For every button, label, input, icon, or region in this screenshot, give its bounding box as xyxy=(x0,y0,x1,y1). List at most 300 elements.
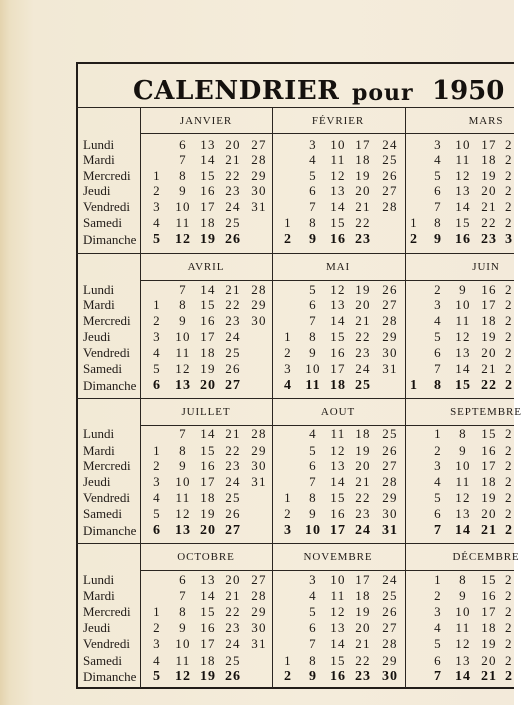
sunday-date: 10 xyxy=(305,523,321,538)
date-number: 8 xyxy=(179,297,187,312)
date-number: 21 xyxy=(355,313,371,328)
date-number: 29 xyxy=(382,490,398,505)
date-number: 15 xyxy=(330,329,346,344)
day-label: Vendredi xyxy=(83,490,130,505)
date-number: 1 xyxy=(153,443,161,458)
date-number: 4 xyxy=(434,474,442,489)
date-number: 2 xyxy=(505,636,513,651)
date-number: 6 xyxy=(434,183,442,198)
date-number: 11 xyxy=(330,152,346,167)
sunday-date: 22 xyxy=(481,378,497,393)
date-number: 28 xyxy=(382,474,398,489)
sunday-date: 21 xyxy=(481,669,497,684)
date-number: 6 xyxy=(434,653,442,668)
date-number: 20 xyxy=(481,345,497,360)
date-number: 13 xyxy=(200,137,216,152)
date-number: 7 xyxy=(309,636,317,651)
quarter-block xyxy=(76,107,514,253)
date-number: 9 xyxy=(179,183,187,198)
sunday-date: 9 xyxy=(309,669,317,684)
date-number: 8 xyxy=(434,215,442,230)
date-number: 12 xyxy=(455,636,471,651)
date-number: 9 xyxy=(459,443,467,458)
sunday-date: 26 xyxy=(225,669,241,684)
date-number: 20 xyxy=(481,506,497,521)
quarter-divider xyxy=(76,398,514,399)
date-number: 13 xyxy=(330,620,346,635)
date-number: 2 xyxy=(505,506,513,521)
date-number: 2 xyxy=(505,653,513,668)
date-number: 22 xyxy=(355,329,371,344)
date-number: 5 xyxy=(153,506,161,521)
date-number: 24 xyxy=(355,361,371,376)
date-number: 2 xyxy=(153,458,161,473)
date-number: 10 xyxy=(455,297,471,312)
date-number: 2 xyxy=(505,282,513,297)
date-number: 3 xyxy=(434,297,442,312)
date-number: 19 xyxy=(200,506,216,521)
date-number: 2 xyxy=(434,282,442,297)
date-number: 12 xyxy=(455,168,471,183)
day-label: Mardi xyxy=(83,443,115,458)
date-number: 5 xyxy=(309,604,317,619)
date-number: 2 xyxy=(284,506,292,521)
date-number: 2 xyxy=(153,183,161,198)
date-number: 25 xyxy=(225,653,241,668)
date-number: 2 xyxy=(505,361,513,376)
date-number: 3 xyxy=(153,199,161,214)
date-number: 5 xyxy=(309,282,317,297)
date-number: 7 xyxy=(179,152,187,167)
date-number: 15 xyxy=(481,572,497,587)
date-number: 26 xyxy=(382,168,398,183)
month-header: AVRIL xyxy=(187,261,225,273)
date-number: 8 xyxy=(309,215,317,230)
date-number: 10 xyxy=(175,636,191,651)
date-number: 10 xyxy=(455,137,471,152)
month-header: MAI xyxy=(325,261,351,273)
date-number: 21 xyxy=(481,199,497,214)
date-number: 2 xyxy=(153,313,161,328)
sunday-date: 19 xyxy=(200,232,216,247)
date-number: 21 xyxy=(481,361,497,376)
date-number: 16 xyxy=(200,458,216,473)
date-number: 28 xyxy=(251,588,267,603)
date-number: 3 xyxy=(153,329,161,344)
date-number: 22 xyxy=(225,443,241,458)
day-label: Jeudi xyxy=(83,329,111,344)
date-number: 28 xyxy=(382,199,398,214)
date-number: 14 xyxy=(330,313,346,328)
date-number: 19 xyxy=(355,443,371,458)
date-number: 28 xyxy=(382,313,398,328)
date-number: 21 xyxy=(355,636,371,651)
sunday-date: 13 xyxy=(175,523,191,538)
date-number: 12 xyxy=(330,282,346,297)
date-number: 23 xyxy=(355,506,371,521)
date-number: 27 xyxy=(382,458,398,473)
date-number: 6 xyxy=(179,137,187,152)
date-number: 2 xyxy=(505,620,513,635)
quarter-divider xyxy=(76,543,514,544)
quarter-divider xyxy=(76,253,514,254)
date-number: 25 xyxy=(225,345,241,360)
sunday-date: 19 xyxy=(200,669,216,684)
date-number: 11 xyxy=(455,313,471,328)
date-number: 1 xyxy=(434,572,442,587)
date-number: 24 xyxy=(382,572,398,587)
month-header: JUILLET xyxy=(181,406,231,418)
date-number: 11 xyxy=(330,426,346,441)
day-label: Mardi xyxy=(83,588,115,603)
date-number: 16 xyxy=(200,183,216,198)
date-number: 2 xyxy=(505,329,513,344)
date-number: 21 xyxy=(355,474,371,489)
date-number: 22 xyxy=(481,215,497,230)
date-number: 3 xyxy=(434,137,442,152)
sunday-date: 26 xyxy=(225,232,241,247)
date-number: 7 xyxy=(309,474,317,489)
date-number: 17 xyxy=(481,458,497,473)
date-number: 20 xyxy=(225,572,241,587)
date-number: 2 xyxy=(505,215,513,230)
date-number: 18 xyxy=(481,152,497,167)
sunday-date: 2 xyxy=(505,669,513,684)
date-number: 14 xyxy=(330,474,346,489)
date-number: 3 xyxy=(434,604,442,619)
date-number: 7 xyxy=(434,199,442,214)
sunday-date: 15 xyxy=(455,378,471,393)
month-header: SEPTEMBRE xyxy=(450,406,522,418)
date-number: 2 xyxy=(284,345,292,360)
date-number: 15 xyxy=(330,215,346,230)
date-number: 13 xyxy=(330,183,346,198)
date-number: 5 xyxy=(434,490,442,505)
date-number: 12 xyxy=(455,490,471,505)
day-label: Vendredi xyxy=(83,345,130,360)
date-number: 12 xyxy=(175,506,191,521)
day-label: Jeudi xyxy=(83,620,111,635)
date-number: 4 xyxy=(153,490,161,505)
date-number: 31 xyxy=(251,636,267,651)
month-header: AOUT xyxy=(320,406,356,418)
date-number: 7 xyxy=(309,199,317,214)
date-number: 9 xyxy=(179,458,187,473)
sunday-date: 1 xyxy=(410,378,418,393)
date-number: 9 xyxy=(459,588,467,603)
day-label: Lundi xyxy=(83,137,115,152)
title-connector: pour xyxy=(352,80,414,106)
date-number: 2 xyxy=(153,620,161,635)
date-number: 30 xyxy=(251,458,267,473)
sunday-date: 5 xyxy=(153,669,161,684)
date-number: 9 xyxy=(309,345,317,360)
date-number: 2 xyxy=(505,604,513,619)
day-label: Dimanche xyxy=(83,669,137,684)
date-number: 2 xyxy=(505,152,513,167)
sunday-date: 17 xyxy=(330,523,346,538)
date-number: 1 xyxy=(410,215,418,230)
date-number: 18 xyxy=(200,490,216,505)
date-number: 19 xyxy=(481,636,497,651)
date-number: 5 xyxy=(434,168,442,183)
date-number: 20 xyxy=(481,653,497,668)
day-label: Mercredi xyxy=(83,458,131,473)
date-number: 2 xyxy=(505,426,513,441)
quarter-divider xyxy=(76,107,514,108)
date-number: 27 xyxy=(382,297,398,312)
date-number: 30 xyxy=(382,345,398,360)
date-number: 17 xyxy=(481,137,497,152)
date-number: 16 xyxy=(481,443,497,458)
date-number: 13 xyxy=(330,458,346,473)
sunday-date: 27 xyxy=(225,523,241,538)
day-label: Dimanche xyxy=(83,523,137,538)
day-label: Mardi xyxy=(83,152,115,167)
date-number: 13 xyxy=(455,183,471,198)
title-year: 1950 xyxy=(432,76,505,106)
date-number: 23 xyxy=(225,620,241,635)
date-number: 1 xyxy=(284,215,292,230)
date-number: 14 xyxy=(330,199,346,214)
month-header: JUIN xyxy=(472,261,500,273)
date-number: 8 xyxy=(179,443,187,458)
sunday-date: 25 xyxy=(355,378,371,393)
month-header: OCTOBRE xyxy=(177,551,235,563)
sunday-date: 12 xyxy=(175,232,191,247)
date-number: 18 xyxy=(355,152,371,167)
date-number: 8 xyxy=(309,329,317,344)
date-number: 19 xyxy=(355,282,371,297)
month-header-divider xyxy=(140,570,514,571)
date-number: 22 xyxy=(355,215,371,230)
date-number: 28 xyxy=(251,152,267,167)
date-number: 16 xyxy=(200,620,216,635)
date-number: 18 xyxy=(355,588,371,603)
date-number: 2 xyxy=(505,490,513,505)
date-number: 29 xyxy=(251,168,267,183)
month-header: NOVEMBRE xyxy=(303,551,373,563)
date-number: 15 xyxy=(481,426,497,441)
date-number: 17 xyxy=(481,604,497,619)
date-number: 1 xyxy=(153,168,161,183)
date-number: 18 xyxy=(200,215,216,230)
date-number: 21 xyxy=(225,588,241,603)
date-number: 14 xyxy=(200,282,216,297)
date-number: 24 xyxy=(382,137,398,152)
date-number: 20 xyxy=(355,458,371,473)
date-number: 28 xyxy=(251,282,267,297)
date-number: 9 xyxy=(179,313,187,328)
month-header: MARS xyxy=(468,115,504,127)
date-number: 28 xyxy=(382,636,398,651)
date-number: 13 xyxy=(455,345,471,360)
date-number: 2 xyxy=(505,297,513,312)
date-number: 30 xyxy=(382,506,398,521)
date-number: 14 xyxy=(200,426,216,441)
date-number: 19 xyxy=(481,490,497,505)
sunday-date: 7 xyxy=(434,669,442,684)
date-number: 14 xyxy=(330,636,346,651)
sunday-date: 16 xyxy=(455,232,471,247)
date-number: 10 xyxy=(175,474,191,489)
date-number: 10 xyxy=(455,604,471,619)
date-number: 2 xyxy=(505,137,513,152)
sunday-date: 3 xyxy=(284,523,292,538)
day-label: Samedi xyxy=(83,506,122,521)
date-number: 2 xyxy=(505,572,513,587)
date-number: 4 xyxy=(153,215,161,230)
date-number: 16 xyxy=(481,588,497,603)
date-number: 16 xyxy=(481,282,497,297)
date-number: 12 xyxy=(455,329,471,344)
date-number: 6 xyxy=(309,297,317,312)
date-number: 9 xyxy=(459,282,467,297)
sunday-date: 2 xyxy=(284,669,292,684)
date-number: 11 xyxy=(330,588,346,603)
date-number: 2 xyxy=(434,588,442,603)
date-number: 2 xyxy=(505,199,513,214)
quarter-block xyxy=(76,398,522,543)
date-number: 8 xyxy=(179,604,187,619)
date-number: 19 xyxy=(481,329,497,344)
date-number: 25 xyxy=(382,152,398,167)
date-number: 3 xyxy=(153,474,161,489)
date-number: 17 xyxy=(200,199,216,214)
date-number: 22 xyxy=(225,168,241,183)
date-number: 12 xyxy=(330,443,346,458)
sunday-date: 6 xyxy=(153,523,161,538)
date-number: 31 xyxy=(251,474,267,489)
day-label: Mercredi xyxy=(83,604,131,619)
date-number: 13 xyxy=(455,506,471,521)
date-number: 7 xyxy=(434,361,442,376)
date-number: 4 xyxy=(309,152,317,167)
sunday-date: 20 xyxy=(200,523,216,538)
sunday-date: 18 xyxy=(330,378,346,393)
date-number: 25 xyxy=(225,215,241,230)
date-number: 29 xyxy=(251,297,267,312)
date-number: 26 xyxy=(225,506,241,521)
date-number: 25 xyxy=(382,426,398,441)
date-number: 2 xyxy=(505,345,513,360)
date-number: 27 xyxy=(382,620,398,635)
date-number: 11 xyxy=(175,215,191,230)
date-number: 20 xyxy=(355,183,371,198)
date-number: 5 xyxy=(309,443,317,458)
date-number: 11 xyxy=(455,152,471,167)
date-number: 26 xyxy=(225,361,241,376)
sunday-date: 2 xyxy=(284,232,292,247)
date-number: 5 xyxy=(434,636,442,651)
date-number: 28 xyxy=(251,426,267,441)
date-number: 29 xyxy=(251,604,267,619)
date-number: 9 xyxy=(309,506,317,521)
date-number: 3 xyxy=(309,137,317,152)
title-main: CALENDRIER xyxy=(133,76,340,106)
day-label: Lundi xyxy=(83,572,115,587)
sunday-date: 7 xyxy=(434,523,442,538)
date-number: 9 xyxy=(179,620,187,635)
date-number: 11 xyxy=(455,474,471,489)
sunday-date: 5 xyxy=(153,232,161,247)
day-label: Vendredi xyxy=(83,636,130,651)
date-number: 2 xyxy=(505,588,513,603)
sunday-date: 11 xyxy=(305,378,321,393)
sunday-date: 2 xyxy=(410,232,418,247)
sunday-date: 4 xyxy=(284,378,292,393)
date-number: 27 xyxy=(251,572,267,587)
date-number: 27 xyxy=(251,137,267,152)
date-number: 4 xyxy=(434,620,442,635)
date-number: 8 xyxy=(459,572,467,587)
sunday-date: 2 xyxy=(505,378,513,393)
date-number: 31 xyxy=(251,199,267,214)
sunday-date: 14 xyxy=(455,669,471,684)
day-label: Samedi xyxy=(83,215,122,230)
sunday-date: 30 xyxy=(382,669,398,684)
date-number: 11 xyxy=(455,620,471,635)
date-number: 18 xyxy=(355,426,371,441)
date-number: 15 xyxy=(200,604,216,619)
date-number: 2 xyxy=(505,313,513,328)
date-number: 1 xyxy=(153,297,161,312)
sunday-date: 8 xyxy=(434,378,442,393)
month-header: DÉCEMBRE xyxy=(452,551,520,563)
date-number: 2 xyxy=(505,474,513,489)
date-number: 29 xyxy=(382,329,398,344)
date-number: 1 xyxy=(434,426,442,441)
date-number: 30 xyxy=(251,313,267,328)
date-number: 13 xyxy=(200,572,216,587)
day-label: Lundi xyxy=(83,282,115,297)
month-header-divider xyxy=(140,280,514,281)
date-number: 17 xyxy=(355,137,371,152)
date-number: 23 xyxy=(225,458,241,473)
day-label: Samedi xyxy=(83,361,122,376)
date-number: 5 xyxy=(309,168,317,183)
date-number: 4 xyxy=(153,345,161,360)
sunday-date: 13 xyxy=(175,378,191,393)
sunday-date: 20 xyxy=(200,378,216,393)
date-number: 7 xyxy=(179,588,187,603)
date-number: 8 xyxy=(179,168,187,183)
date-number: 31 xyxy=(382,361,398,376)
date-number: 17 xyxy=(200,636,216,651)
date-number: 18 xyxy=(481,474,497,489)
sunday-date: 31 xyxy=(382,523,398,538)
date-number: 8 xyxy=(459,426,467,441)
date-number: 14 xyxy=(455,361,471,376)
sunday-date: 9 xyxy=(434,232,442,247)
day-label: Mercredi xyxy=(83,313,131,328)
date-number: 18 xyxy=(481,313,497,328)
day-label: Dimanche xyxy=(83,378,137,393)
date-number: 2 xyxy=(434,443,442,458)
date-number: 4 xyxy=(434,152,442,167)
date-number: 6 xyxy=(179,572,187,587)
date-number: 19 xyxy=(200,361,216,376)
date-number: 6 xyxy=(309,183,317,198)
sunday-date: 21 xyxy=(481,523,497,538)
date-number: 23 xyxy=(355,345,371,360)
date-number: 18 xyxy=(200,653,216,668)
date-number: 10 xyxy=(330,137,346,152)
date-number: 10 xyxy=(175,329,191,344)
date-number: 20 xyxy=(481,183,497,198)
date-number: 26 xyxy=(382,282,398,297)
date-number: 6 xyxy=(434,506,442,521)
